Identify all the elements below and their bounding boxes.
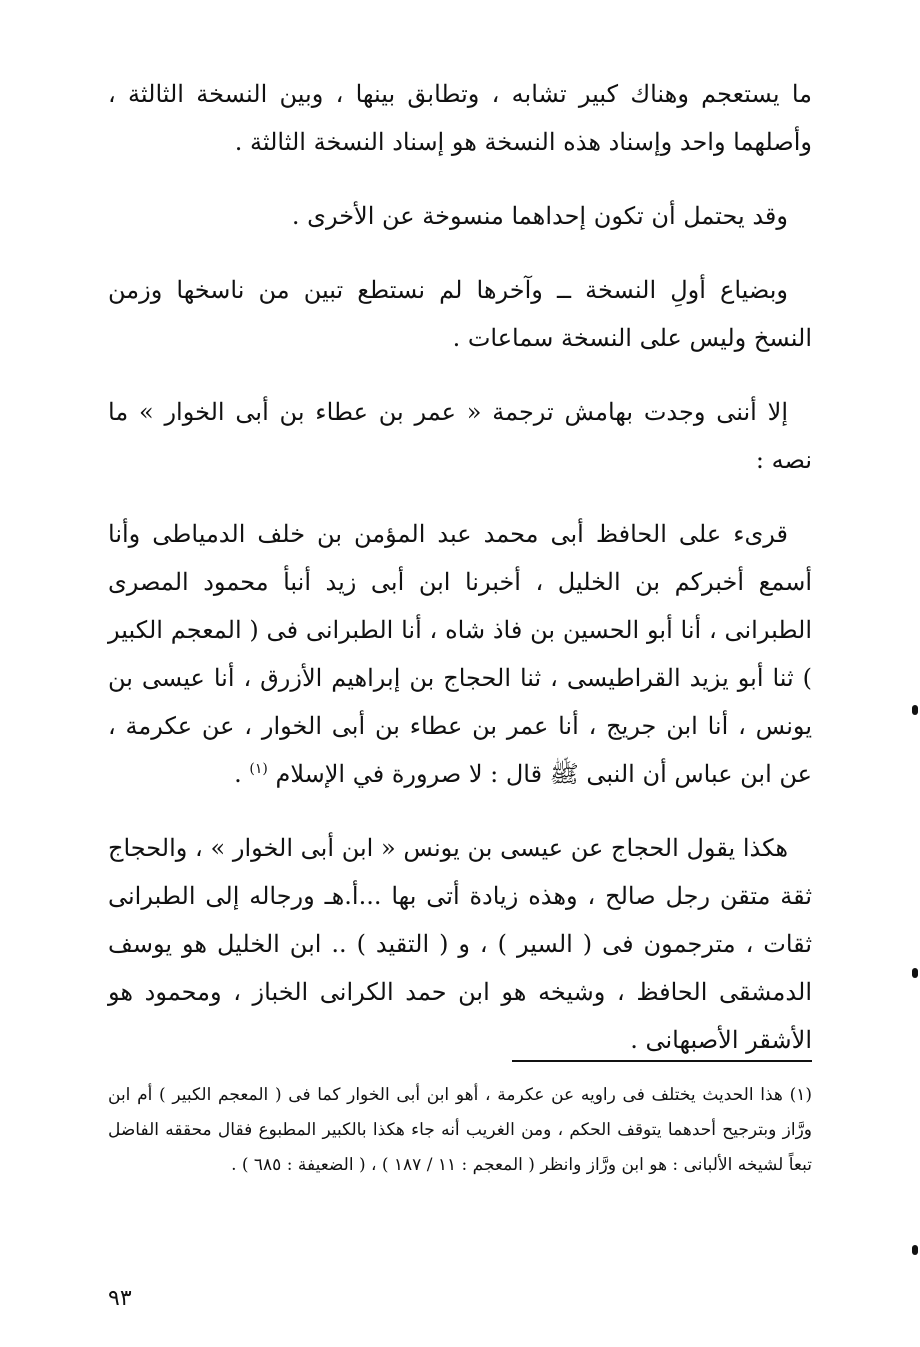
footnote-divider bbox=[512, 1060, 812, 1062]
paragraph-3: وبضياع أولِ النسخة ــ وآخرها لم نستطع تبين من ناسخها وزمن النسخ وليس على النسخة سماعات . bbox=[108, 276, 812, 352]
scan-edge-mark bbox=[912, 705, 918, 715]
paragraph-4: إلا أننى وجدت بهامش ترجمة « عمر بن عطاء بن أبى الخوار » ما نصه : bbox=[108, 398, 812, 474]
hadith-end: . bbox=[234, 760, 250, 788]
footnote-ref: (١) bbox=[249, 761, 268, 777]
footnote: (١) هذا الحديث يختلف فى راويه عن عكرمة ، أهو ابن أبى الخوار كما فى ( المعجم الكبير ) أم ابن ورَّاز وبترجيح أحدهما يتوقف الحكم ، ومن الغريب أنه جاء هكذا بالكبير المطبوع فقال محققه الفاضل تبعاً لشيخه الألبانى : هو ابن ورَّاز وانظر ( المعجم : ١١ / ١٨٧ ) ، ( الضعيفة : ٦٨٥ ) . bbox=[108, 1085, 812, 1175]
page-number: ٩٣ bbox=[108, 1286, 132, 1311]
paragraph-1: ما يستعجم وهناك كبير تشابه ، وتطابق بينها ، وبين النسخة الثالثة ، وأصلهما واحد وإسناد هذه النسخة هو إسناد النسخة الثالثة . bbox=[108, 80, 812, 156]
paragraph-6: هكذا يقول الحجاج عن عيسى بن يونس « ابن أبى الخوار » ، والحجاج ثقة متقن رجل صالح ، وهذه زيادة أتى بها ...أ.هـ ورجاله إلى الطبرانى ثقات ، مترجمون فى ( السير ) ، و ( التقيد ) .. ابن الخليل هو يوسف الدمشقى الحافظ ، وشيخه هو ابن حمد الكرانى الخباز ، ومحمود هو الأشقر الأصبهانى . bbox=[108, 834, 812, 1054]
scan-edge-mark bbox=[912, 968, 918, 978]
hadith-chain-text: قرىء على الحافظ أبى محمد عبد المؤمن بن خلف الدمياطى وأنا أسمع أخبركم بن الخليل ، أخبرنا ابن أبى زيد أنبأ محمود المصرى الطبرانى ، أنا أبو الحسين بن فاذ شاه ، أنا الطبرانى فى ( المعجم الكبير ) ثنا أبو يزيد القراطيسى ، ثنا الحجاج بن إبراهيم الأزرق ، أنا عيسى بن يونس ، أنا ابن جريج ، أنا عمر بن عطاء بن أبى الخوار ، عن عكرمة ، عن ابن عباس أن النبى ﷺ قال : لا صرورة في الإسلام bbox=[108, 520, 813, 788]
paragraph-5 bbox=[108, 510, 812, 798]
paragraph-2: وقد يحتمل أن تكون إحداهما منسوخة عن الأخرى . bbox=[291, 202, 788, 230]
main-text bbox=[108, 70, 812, 1090]
scan-edge-mark bbox=[912, 1245, 918, 1255]
